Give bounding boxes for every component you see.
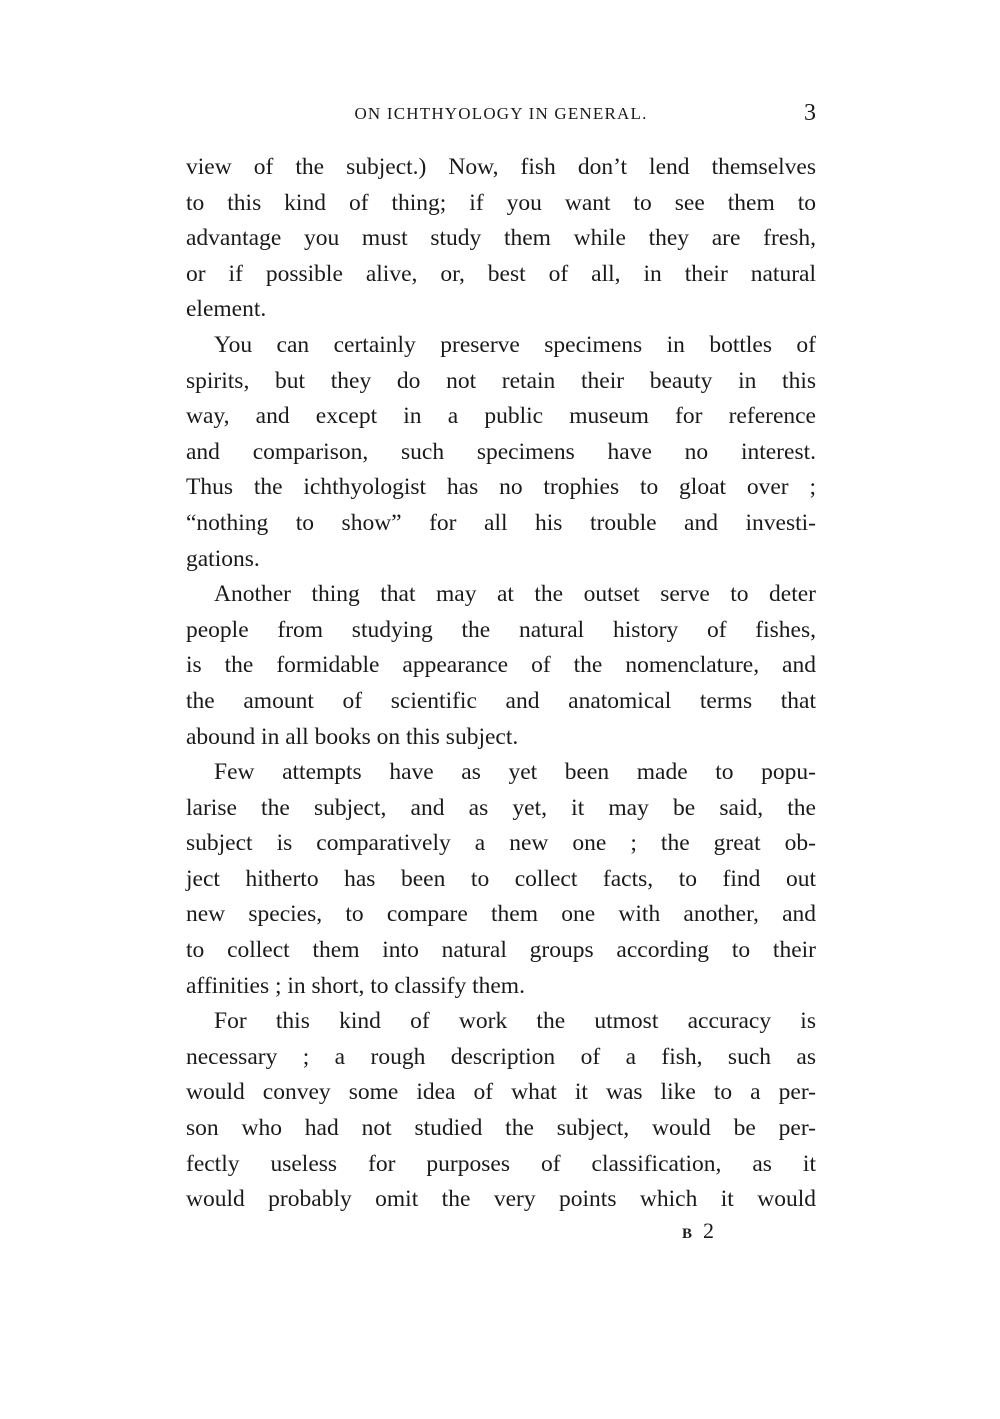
text-line: view of the subject.) Now, fish don’t lend themselves xyxy=(186,154,816,180)
text-line: the amount of scientific and anatomical terms that xyxy=(186,687,816,714)
printer-signature xyxy=(682,1218,714,1244)
text-line: son who had not studied the subject, would be per- xyxy=(186,1115,816,1142)
text-line: Thus the ichthyologist has no trophies to gloat over ; xyxy=(186,474,816,501)
paragraph xyxy=(186,755,816,1004)
text-line: advantage you must study them while they are fresh, xyxy=(186,225,816,252)
body-text xyxy=(186,150,816,1218)
text-line: ject hitherto has been to collect facts, to find out xyxy=(186,865,816,892)
text-line: would convey some idea of what it was like to a per- xyxy=(186,1079,816,1106)
text-line: to collect them into natural groups according to their xyxy=(186,937,816,964)
text-line: For this kind of work the utmost accuracy is xyxy=(214,1008,816,1035)
paragraph xyxy=(186,577,816,755)
text-line: way, and except in a public museum for reference xyxy=(186,403,816,430)
text-line: spirits, but they do not retain their beauty in this xyxy=(186,367,816,394)
text-line: and comparison, such specimens have no interest. xyxy=(186,438,816,465)
text-line: affinities ; in short, to classify them. xyxy=(186,972,525,999)
paragraph xyxy=(186,150,816,328)
text-line: gations. xyxy=(186,545,260,572)
signature-letter: B xyxy=(682,1226,694,1242)
text-line: would probably omit the very points which it would xyxy=(186,1186,816,1213)
signature-number: 2 xyxy=(703,1218,715,1243)
paragraph xyxy=(186,328,816,577)
running-head xyxy=(186,100,816,130)
text-line: abound in all books on this subject. xyxy=(186,723,519,750)
running-title: ON ICHTHYOLOGY IN GENERAL. xyxy=(354,104,648,123)
text-line: “nothing to show” for all his trouble and investi- xyxy=(186,509,816,536)
text-line: fectly useless for purposes of classification, as it xyxy=(186,1150,816,1177)
text-line: Another thing that may at the outset serve to deter xyxy=(214,581,816,608)
text-line: subject is comparatively a new one ; the great ob- xyxy=(186,830,816,857)
paragraph xyxy=(186,1004,816,1218)
text-line: necessary ; a rough description of a fish, such as xyxy=(186,1043,816,1070)
text-line: to this kind of thing; if you want to see them to xyxy=(186,189,816,216)
text-line: element. xyxy=(186,296,267,323)
text-line: or if possible alive, or, best of all, in their natural xyxy=(186,260,816,287)
text-line: Few attempts have as yet been made to popu- xyxy=(214,759,816,786)
text-line: is the formidable appearance of the nomenclature, and xyxy=(186,652,816,679)
text-line: larise the subject, and as yet, it may be said, the xyxy=(186,794,816,821)
text-line: You can certainly preserve specimens in bottles of xyxy=(214,331,816,358)
text-line: new species, to compare them one with another, and xyxy=(186,901,816,928)
page-number: 3 xyxy=(804,100,816,126)
text-line: people from studying the natural history of fishes, xyxy=(186,616,816,643)
